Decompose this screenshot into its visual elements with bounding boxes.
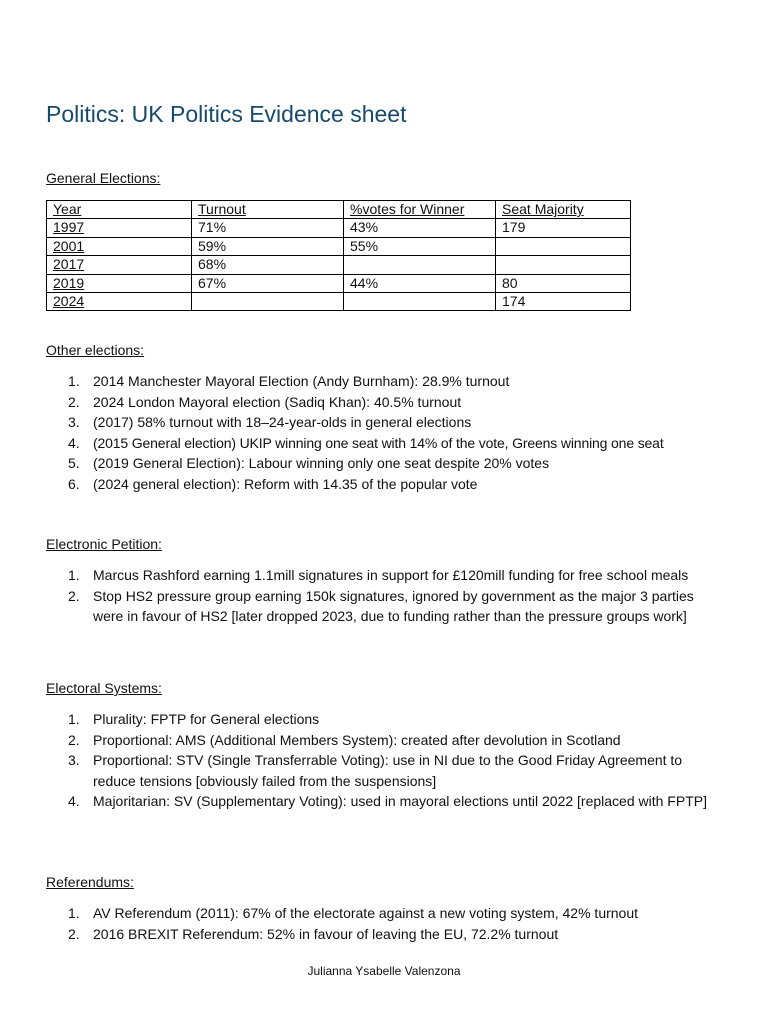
list-number: 2.: [68, 393, 80, 410]
table-cell: 59%: [192, 237, 344, 255]
list-number: 1.: [68, 567, 80, 583]
electoral-systems-list: [46, 709, 726, 812]
table-cell: [496, 237, 631, 255]
referendums-list: [46, 903, 726, 944]
list-item-text: Proportional: AMS (Additional Members System): created after devolution in Scotland: [93, 731, 621, 748]
table-cell: 174: [496, 292, 631, 310]
list-item: [46, 433, 726, 454]
table-header-row: [47, 201, 631, 219]
referendums-heading: Referendums:: [46, 874, 134, 890]
list-item: [46, 709, 726, 730]
table-cell: 44%: [344, 274, 496, 292]
table-header-cell: Year: [47, 201, 192, 219]
list-item: [46, 924, 726, 945]
list-item: [46, 565, 726, 586]
table-cell: 2017: [47, 256, 192, 274]
list-item: [46, 412, 726, 433]
list-item-text: Plurality: FPTP for General elections: [93, 711, 320, 727]
list-number: 3.: [68, 414, 80, 431]
electronic-petition-heading: Electronic Petition:: [46, 536, 162, 552]
list-item: [46, 750, 726, 791]
table-cell: 68%: [192, 256, 344, 274]
list-number: 6.: [68, 475, 80, 492]
list-item-text: AV Referendum (2011): 67% of the electorate against a new voting system, 42% turnout: [93, 905, 639, 921]
table-cell: 71%: [192, 219, 344, 237]
list-item-text: 2016 BREXIT Referendum: 52% in favour of leaving the EU, 72.2% turnout: [93, 925, 559, 942]
table-cell: 43%: [344, 219, 496, 237]
list-item-text: (2024 general election): Reform with 14.35 of the popular vote: [93, 475, 478, 492]
list-item-text: (2017) 58% turnout with 18–24-year-olds in general elections: [93, 414, 472, 431]
table-cell: 179: [496, 219, 631, 237]
list-item-text: (2015 General election) UKIP winning one seat with 14% of the vote, Greens winning one seat: [93, 434, 664, 451]
electronic-petition-list: [46, 565, 726, 627]
other-elections-list: [46, 371, 726, 495]
list-item-text: Majoritarian: SV (Supplementary Voting): used in mayoral elections until 2022 [replaced with FPTP]: [93, 793, 707, 810]
list-item: [46, 586, 726, 627]
list-item-text: Stop HS2 pressure group earning 150k signatures, ignored by government as the major 3 parties were in favour of HS2 [later dropped 2023, due to funding rather than the pressure groups work]: [93, 587, 694, 625]
list-number: 2.: [68, 587, 80, 604]
list-number: 2.: [68, 731, 80, 748]
table-cell: [344, 292, 496, 310]
list-number: 1.: [68, 905, 80, 921]
list-number: 2.: [68, 925, 80, 942]
table-row: [47, 274, 631, 292]
list-item: [46, 453, 726, 474]
table-cell: 2024: [47, 292, 192, 310]
list-number: 5.: [68, 455, 80, 472]
table-header-cell: Turnout: [192, 201, 344, 219]
table-row: [47, 219, 631, 237]
table-cell: [192, 292, 344, 310]
list-item-text: 2024 London Mayoral election (Sadiq Khan): 40.5% turnout: [93, 393, 462, 410]
list-number: 4.: [68, 793, 80, 810]
list-item-text: (2019 General Election): Labour winning only one seat despite 20% votes: [93, 455, 550, 472]
table-row: [47, 237, 631, 255]
table-cell: 55%: [344, 237, 496, 255]
list-item: [46, 474, 726, 495]
table-cell: 2001: [47, 237, 192, 255]
list-number: 1.: [68, 373, 80, 389]
list-item: [46, 791, 726, 812]
list-number: 1.: [68, 711, 80, 727]
list-item: [46, 730, 726, 751]
table-cell: [496, 256, 631, 274]
table-cell: 1997: [47, 219, 192, 237]
list-item-text: Proportional: STV (Single Transferrable Voting): use in NI due to the Good Friday Agreement to reduce tensions [obviously failed from the suspensions]: [93, 752, 683, 789]
table-cell: 67%: [192, 274, 344, 292]
list-item: [46, 371, 726, 392]
list-item-text: 2014 Manchester Mayoral Election (Andy Burnham): 28.9% turnout: [93, 373, 510, 389]
electoral-systems-heading: Electoral Systems:: [46, 680, 162, 696]
table-header-cell: %votes for Winner: [344, 201, 496, 219]
table-header-cell: Seat Majority: [496, 201, 631, 219]
page-footer-author: Julianna Ysabelle Valenzona: [307, 964, 461, 978]
page-title: Politics: UK Politics Evidence sheet: [46, 101, 407, 127]
list-item: [46, 903, 726, 924]
list-item: [46, 392, 726, 413]
general-elections-table: [46, 200, 631, 311]
other-elections-heading: Other elections:: [46, 342, 145, 358]
list-number: 4.: [68, 434, 80, 451]
general-elections-heading: General Elections:: [46, 170, 161, 186]
list-item-text: Marcus Rashford earning 1.1mill signatures in support for £120mill funding for free school meals: [93, 567, 689, 583]
table-cell: 2019: [47, 274, 192, 292]
table-cell: 80: [496, 274, 631, 292]
table-row: [47, 292, 631, 310]
list-number: 3.: [68, 752, 80, 769]
table-cell: [344, 256, 496, 274]
table-row: [47, 256, 631, 274]
